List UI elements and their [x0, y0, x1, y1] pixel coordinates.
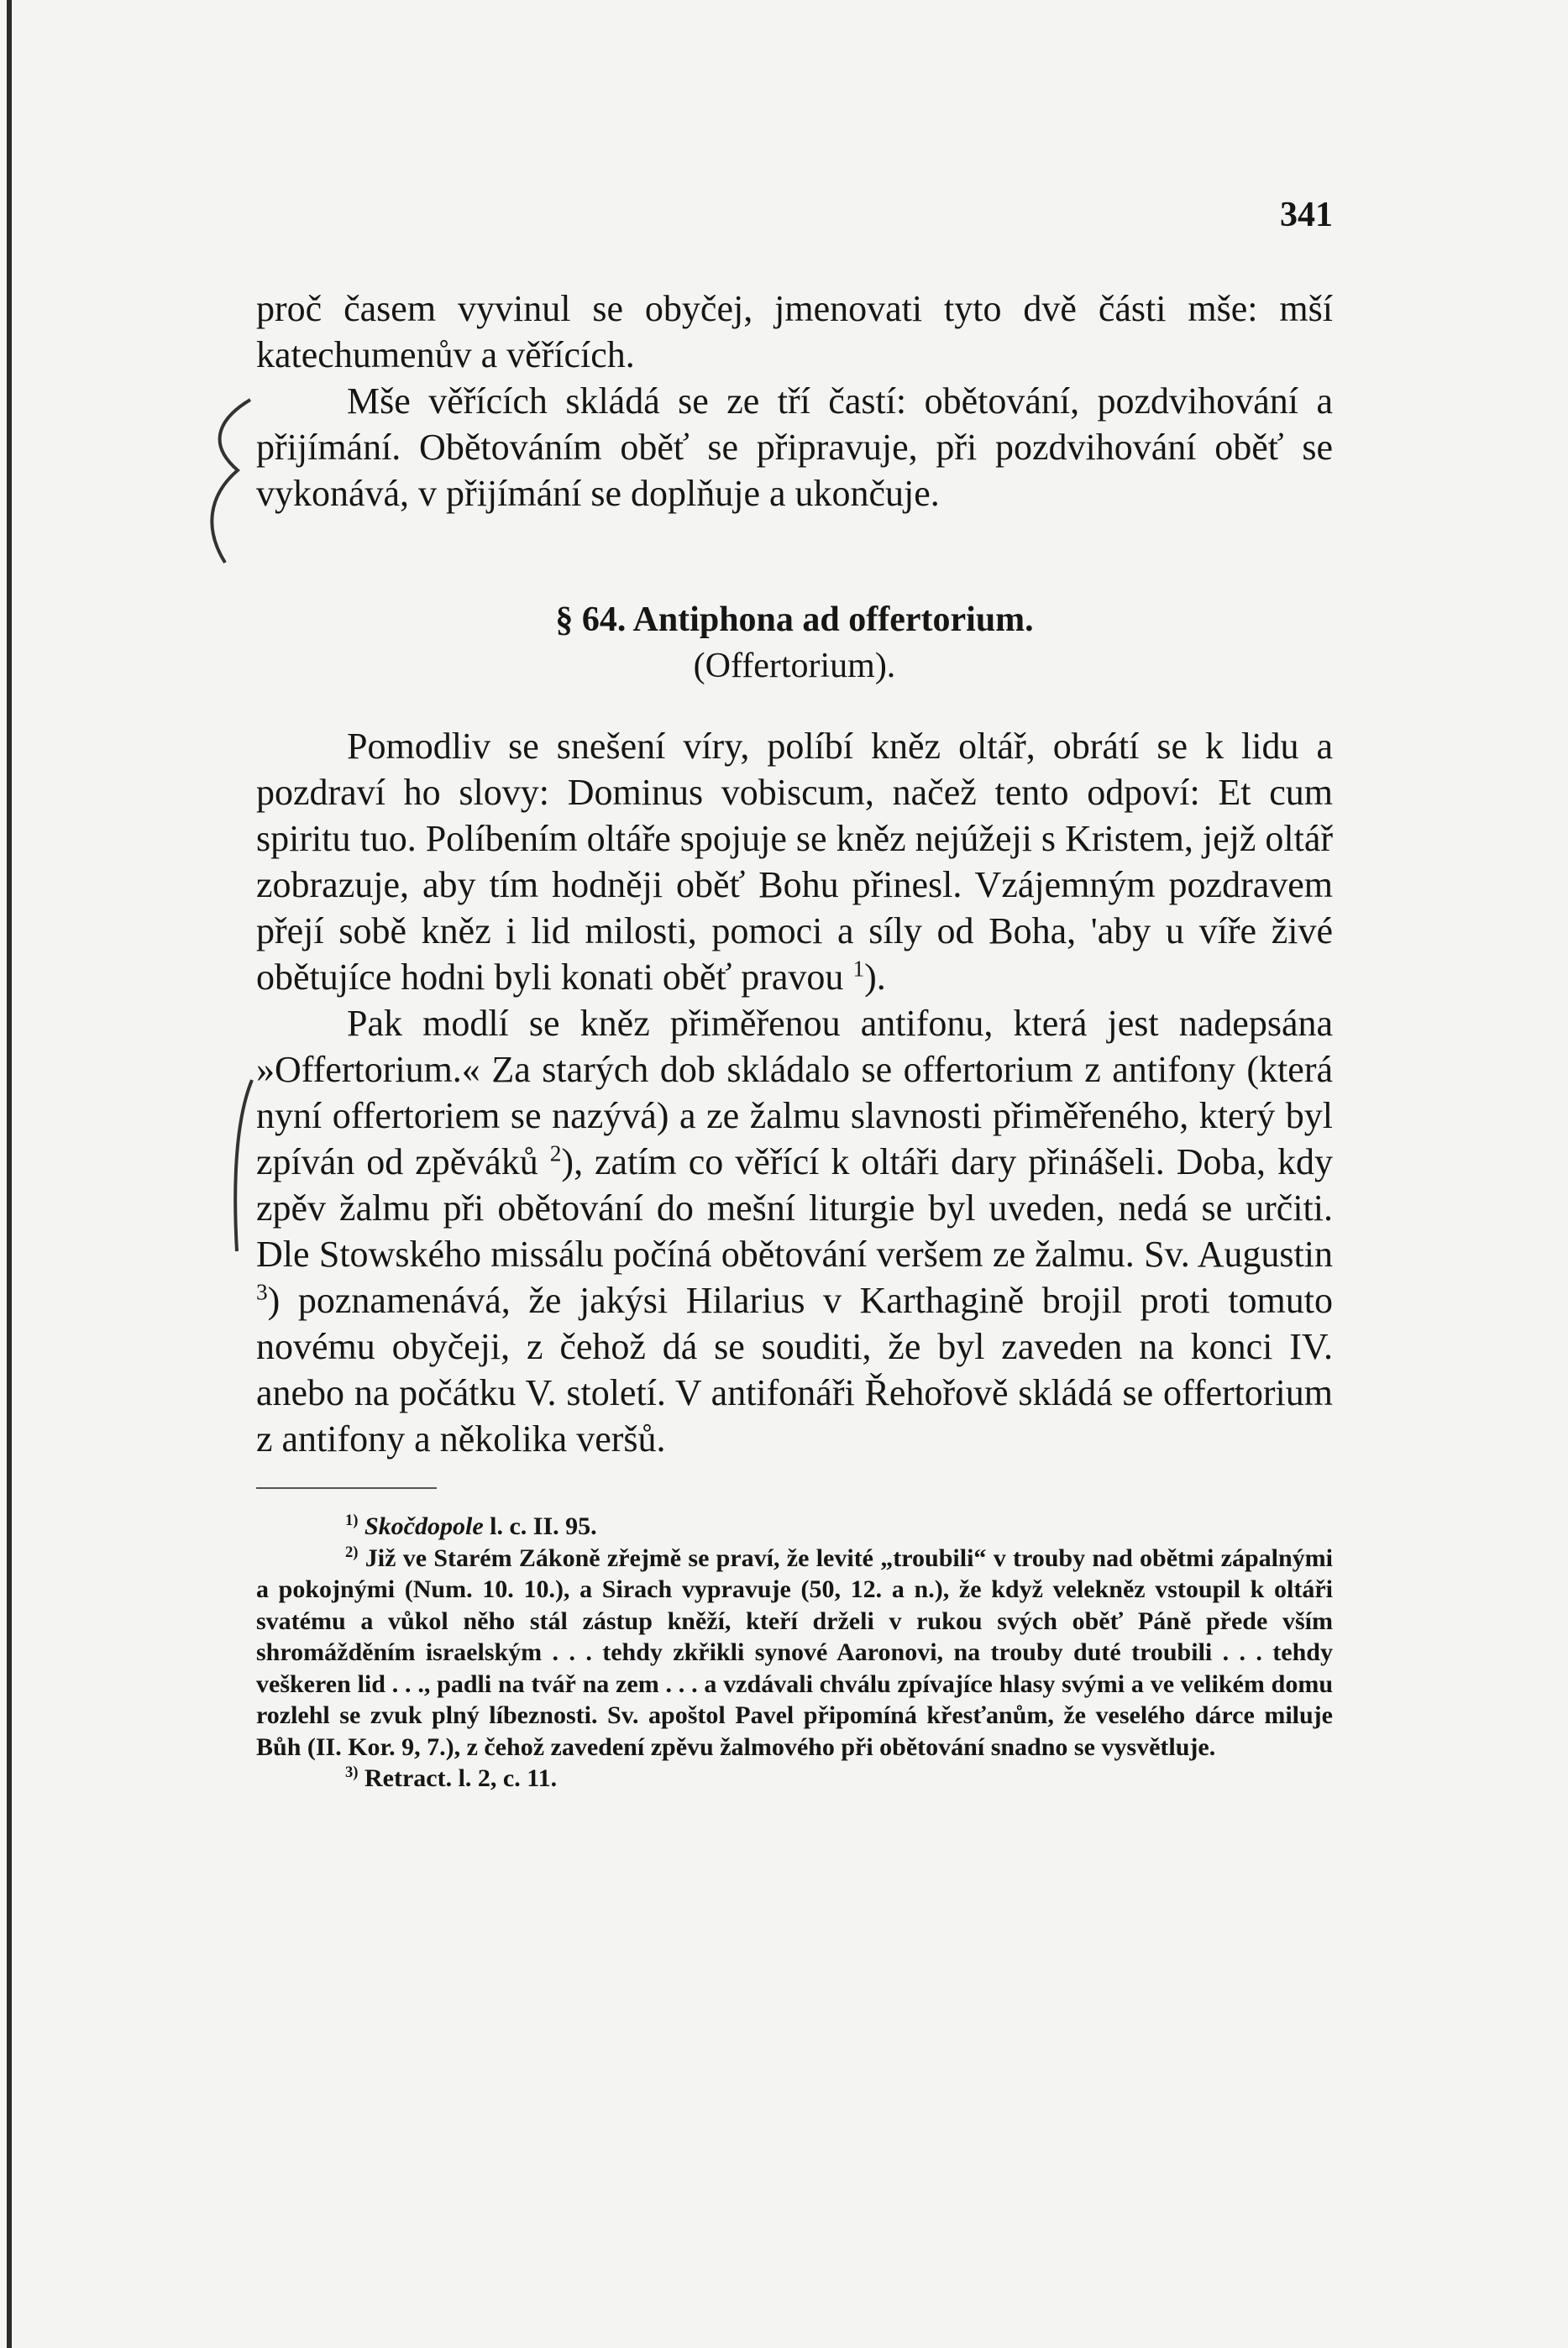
- intro-paragraph: proč časem vyvinul se obyčej, jmenovati tyto dvě části mše: mší katechumenův a věřících.: [256, 288, 1333, 375]
- footnote-1-mark: 1): [345, 1512, 359, 1529]
- body-paragraph-greeting: Pomodliv se snešení víry, políbí kněz oltář, obrátí se k lidu a pozdraví ho slovy: Dominus vobiscum, načež tento odpoví: Et cum spiritu tuo. Políbením oltáře spojuje se kněz nejúžeji s Kristem, jejž oltář zobrazuje, aby tím hodněji oběť Bohu přinesl. Vzájemným pozdravem přejí sobě kněz i lid milosti, pomoci a síly od Boha, 'aby u víře živé obětujíce hodni byli konati oběť pravou $^1$).: [256, 726, 1333, 998]
- footnote-ref-2: 2: [549, 1140, 562, 1166]
- body-paragraph-offertorium-part-c: poznamenává, že jakýsi Hilarius v Karthagině brojil proti tomuto novému obyčeji, z čehož dá se souditi, že byl zaveden na konci IV. anebo na počátku V. století. V antifonáři Řehořově skládá se offertorium z antifony a několika veršů.: [256, 1280, 1333, 1460]
- page-number: 341: [1280, 196, 1333, 234]
- body-paragraph-offertorium-part-a: Pak modlí se kněz přiměřenou antifonu, která jest nadepsána »Offertorium.« Za starých dob skládalo se offertorium z antifony (která nyní offertoriem se nazývá) a ze žalmu slavnosti přiměřeného, který byl zpíván od zpěváků: [256, 1003, 1333, 1182]
- body-paragraph-offertorium: Pak modlí se kněz přiměřenou antifonu, která jest nadepsána »Offertorium.« Za starých dob skládalo se offertorium z antifony (která nyní offertoriem se nazývá) a ze žalmu slavnosti přiměřeného, který byl zpíván od zpěváků $^2$), zatím co věřící k oltáři dary přinášeli. Doba, kdy zpěv žalmu při obětování do mešní liturgie byl uveden, nedá se určiti. Dle Stowského missálu počíná obětování veršem ze žalmu. Sv. Augustin $^3$) poznamenává, že jakýsi Hilarius v Karthagině brojil proti tomuto novému obyčeji, z čehož dá se souditi, že byl zaveden na konci IV. anebo na počátku V. století. V antifonáři Řehořově skládá se offertorium z antifony a několika veršů.: [256, 1003, 1333, 1460]
- footnote-2: [256, 1543, 1333, 1764]
- footnote-3: [256, 1763, 1333, 1795]
- page-edge-shadow: [7, 0, 12, 2348]
- footnote-1-author: Skočdopole: [364, 1512, 484, 1540]
- footnote-2-mark: 2): [345, 1543, 359, 1561]
- footnote-1-text: l. c. II. 95.: [483, 1512, 597, 1540]
- footnote-ref-3: 3: [256, 1279, 268, 1305]
- section-heading: § 64. Antiphona ad offertorium.: [555, 600, 1034, 639]
- footnote-2-text: Již ve Starém Zákoně zřejmě se praví, že levité „troubili“ v trouby nad obětmi zápalnými a pokojnými (Num. 10. 10.), a Sirach vypravuje (50, 12. a n.), že když velekněz vstoupil k oltáři svatému a vůkol něho stál zástup kněží, kteří drželi v rukou svých oběť Páně přede vším shromážděním israelským . . . tehdy zkřikli synové Aaronovi, na trouby duté troubili . . . tehdy veškeren lid . . ., padli na tvář na zem . . . a vzdávali chválu zpívajíce hlasy svými a ve velikém domu rozlehl se zvuk plný líbeznosti. Sv. apoštol Pavel připomíná křesťanům, že veselého dárce miluje Bůh (II. Kor. 9, 7.), z čehož zavedení zpěvu žalmového při obětování snadno se vysvětluje.: [256, 1543, 1333, 1761]
- footnote-1: [256, 1511, 1333, 1543]
- section-subtitle: (Offertorium).: [693, 647, 896, 685]
- intro-paragraph-mass-parts: Mše věřících skládá se ze tří častí: obětování, pozdvihování a přijímání. Obětováním oběť se připravuje, při pozdvihování oběť se vykonává, v přijímání se doplňuje a ukončuje.: [256, 380, 1333, 514]
- page-text-column: [256, 286, 1333, 1795]
- footnote-3-text: Retract. l. 2, c. 11.: [358, 1764, 558, 1792]
- footnote-3-mark: 3): [345, 1764, 359, 1781]
- body-paragraph-greeting-text: Pomodliv se snešení víry, políbí kněz oltář, obrátí se k lidu a pozdraví ho slovy: Dominus vobiscum, načež tento odpoví: Et cum spiritu tuo. Políbením oltáře spojuje se kněz nejúžeji s Kristem, jejž oltář zobrazuje, aby tím hodněji oběť Bohu přinesl. Vzájemným pozdravem přejí sobě kněz i lid milosti, pomoci a síly od Boha, 'aby u víře živé obětujíce hodni byli konati oběť pravou: [256, 726, 1333, 998]
- footnote-divider: [256, 1487, 437, 1489]
- body-paragraph-greeting-end: .: [876, 956, 886, 998]
- body-paragraph-offertorium-part-b: , zatím co věřící k oltáři dary přinášeli. Doba, kdy zpěv žalmu při obětování do mešní liturgie byl uveden, nedá se určiti. Dle Stowského missálu počíná obětování veršem ze žalmu. Sv. Augustin: [256, 1141, 1333, 1275]
- footnote-ref-1: 1: [852, 956, 865, 982]
